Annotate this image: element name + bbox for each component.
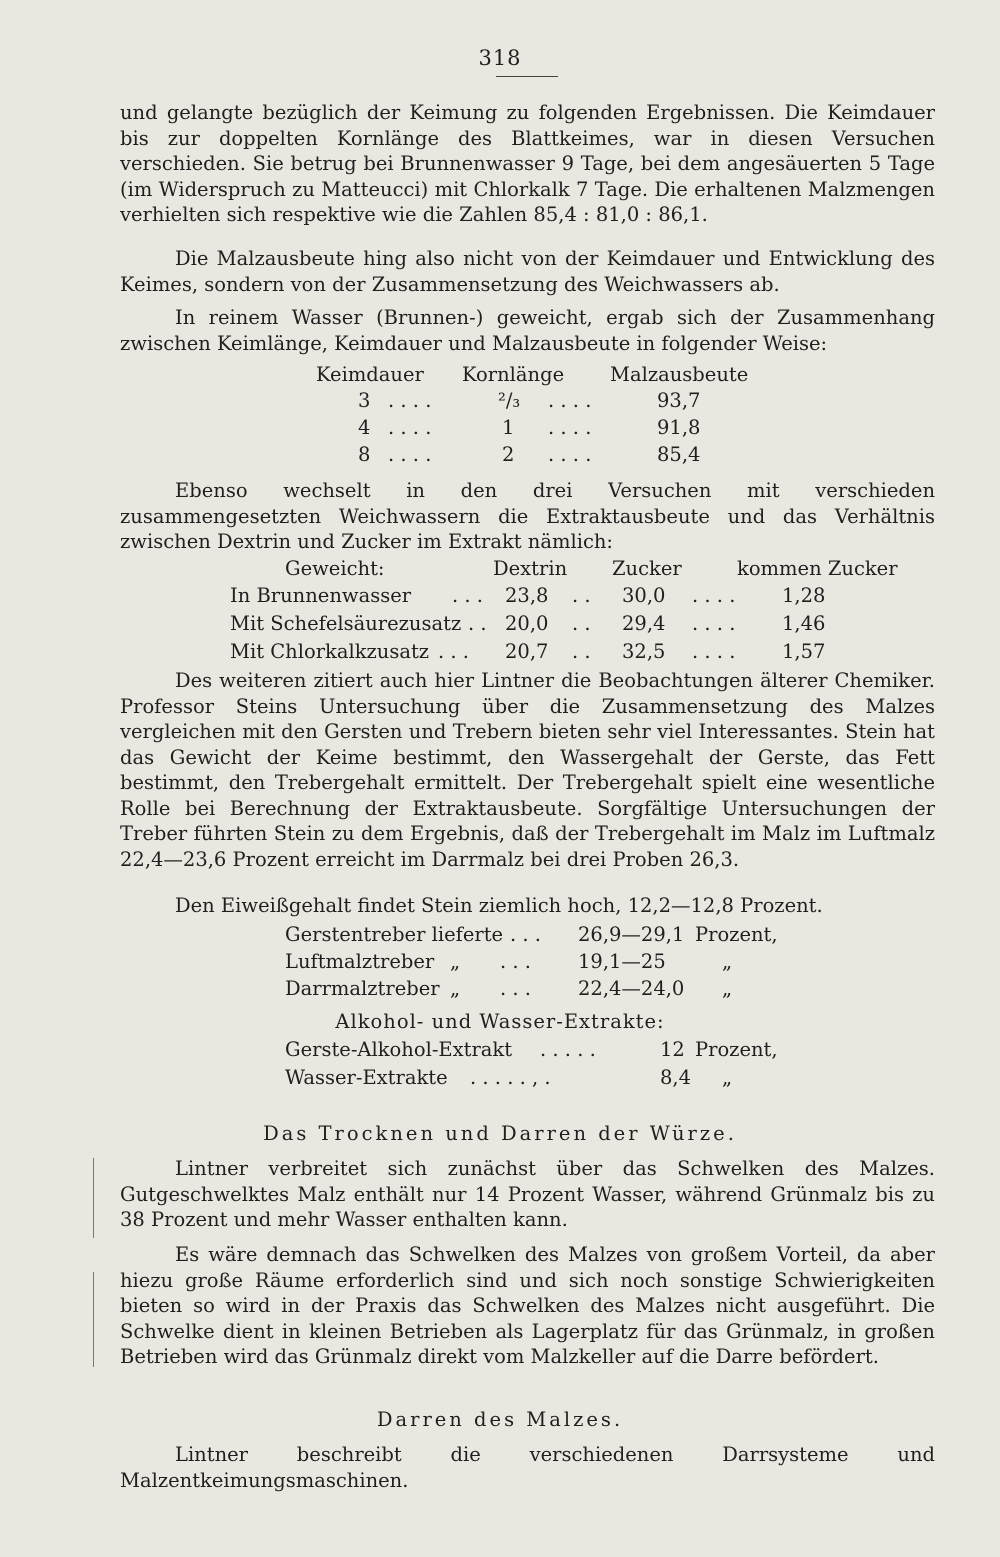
- leader-dots: . . .: [438, 640, 469, 663]
- cell-ratio: 1,46: [782, 612, 826, 635]
- leader-dots: . .: [572, 584, 591, 607]
- cell-value: 26,9—29,1: [578, 923, 685, 946]
- leader-dots: . . .: [510, 923, 541, 946]
- treber-table: [0, 922, 1000, 1006]
- row-label: Mit Chlorkalkzusatz: [230, 640, 430, 663]
- cell-keimdauer: 4: [358, 416, 371, 439]
- extract-subheading: Alkohol- und Wasser-Extrakte:: [335, 1010, 665, 1033]
- leader-dots: . . . .: [548, 416, 592, 439]
- page-number-rule: [496, 76, 558, 77]
- row-label: Gerstentreber lieferte: [285, 923, 504, 946]
- column-header: kommen Zucker: [737, 557, 898, 580]
- column-header: Geweicht:: [285, 557, 385, 580]
- cell-zucker: 32,5: [622, 640, 666, 663]
- cell-unit: Prozent,: [695, 1038, 778, 1061]
- row-label: Luftmalztreber: [285, 950, 435, 973]
- table-header: [0, 556, 1000, 582]
- paragraph-4: Ebenso wechselt in den drei Versuchen mit verschieden zusammengesetzten Weichwassern die Extraktausbeute und das Verhältnis zwischen Dextrin und Zucker im Extrakt nämlich:: [120, 479, 935, 553]
- leader-dots: . .: [572, 640, 591, 663]
- table-row: [0, 415, 1000, 441]
- cell-keimdauer: 3: [358, 389, 371, 412]
- row-label: Darrmalztreber: [285, 977, 440, 1000]
- paragraph-7: Lintner verbreitet sich zunächst über das Schwelken des Malzes. Gutgeschwelktes Malz enthält nur 14 Prozent Wasser, während Grünmalz bis zu 38 Prozent und mehr Wasser enthalten kann.: [120, 1157, 935, 1231]
- cell-value: 22,4—24,0: [578, 977, 685, 1000]
- row-label: Mit Schefelsäurezusatz: [230, 612, 462, 635]
- leader-dots: . . . . .: [540, 1038, 596, 1061]
- leader-dots: . . . .: [692, 612, 736, 635]
- cell-ratio: 1,28: [782, 584, 826, 607]
- row-label: In Brunnenwasser: [230, 584, 412, 607]
- page-number: 318: [478, 46, 522, 70]
- paragraph-8: Es wäre demnach das Schwelken des Malzes von großem Vorteil, da aber hiezu große Räume erforderlich sind und sich noch sonstige Schwierigkeiten bieten so wird in der Praxis das Schwelken des Malzes nicht ausgeführt. Die Schwelke dient in kleinen Betrieben als Lagerplatz für das Grünmalz, in großen Betrieben wird das Grünmalz direkt vom Malzkeller auf die Darre befördert.: [120, 1243, 935, 1368]
- row-label: Gerste-Alkohol-Extrakt: [285, 1038, 513, 1061]
- cell-kornlaenge: 1: [502, 416, 515, 439]
- paragraph-1: und gelangte bezüglich der Keimung zu folgenden Ergebnissen. Die Keimdauer bis zur doppelten Kornlänge des Blattkeimes, war in diesen Versuchen verschieden. Sie betrug bei Brunnenwasser 9 Tage, bei dem angesäuerten 5 Tage (im Widerspruch zu Matteucci) mit Chlorkalk 7 Tage. Die erhaltenen Malzmengen verhielten sich respektive wie die Zahlen 85,4 : 81,0 : 86,1.: [120, 101, 935, 226]
- paragraph-2: Die Malzausbeute hing also nicht von der Keimdauer und Entwicklung des Keimes, sondern von der Zusammensetzung des Weichwassers ab.: [120, 247, 935, 296]
- leader-dots: . . .: [452, 584, 483, 607]
- row-label: Wasser-Extrakte: [285, 1066, 448, 1089]
- extract-table: [0, 1037, 1000, 1093]
- cell-ratio: 1,57: [782, 640, 826, 663]
- cell-zucker: 29,4: [622, 612, 666, 635]
- cell-unit: Prozent,: [695, 923, 778, 946]
- cell-dextrin: 23,8: [505, 584, 549, 607]
- table-row: [0, 611, 1000, 637]
- leader-dots: . . . .: [692, 584, 736, 607]
- leader-dots: . . . .: [388, 389, 432, 412]
- leader-dots: . . .: [500, 950, 531, 973]
- leader-dots: . . . .: [388, 443, 432, 466]
- ditto-mark: „: [722, 950, 733, 973]
- cell-malzausbeute: 91,8: [657, 416, 701, 439]
- leader-dots: . . . .: [548, 443, 592, 466]
- paragraph-9: Lintner beschreibt die verschiedenen Darrsysteme und Malzentkeimungsmaschinen.: [120, 1443, 935, 1492]
- margin-pencil-mark: [93, 1272, 94, 1367]
- extract-ratio-table: [0, 556, 1000, 666]
- leader-dots: . . . .: [692, 640, 736, 663]
- table-row: [0, 949, 1000, 975]
- ditto-mark: „: [450, 977, 461, 1000]
- paragraph-3: In reinem Wasser (Brunnen-) geweicht, ergab sich der Zusammenhang zwischen Keimlänge, Keimdauer und Malzausbeute in folgender Weise:: [120, 306, 935, 355]
- paragraph-6: Den Eiweißgehalt findet Stein ziemlich hoch, 12,2—12,8 Prozent.: [175, 894, 823, 917]
- column-header: Keimdauer: [316, 363, 424, 386]
- cell-kornlaenge: ²/₃: [498, 389, 521, 412]
- ditto-mark: „: [450, 950, 461, 973]
- cell-value: 19,1—25: [578, 950, 666, 973]
- table-row: [0, 1037, 1000, 1063]
- table-row: [0, 1065, 1000, 1091]
- table-header: [0, 362, 1000, 388]
- leader-dots: . .: [468, 612, 487, 635]
- table-row: [0, 922, 1000, 948]
- section-heading-darren: Darren des Malzes.: [376, 1408, 624, 1431]
- ditto-mark: „: [722, 977, 733, 1000]
- leader-dots: . .: [572, 612, 591, 635]
- cell-dextrin: 20,0: [505, 612, 549, 635]
- table-row: [0, 442, 1000, 468]
- column-header: Malzausbeute: [610, 363, 749, 386]
- leader-dots: . . . .: [548, 389, 592, 412]
- leader-dots: . . .: [500, 977, 531, 1000]
- germination-table: [0, 362, 1000, 472]
- cell-dextrin: 20,7: [505, 640, 549, 663]
- cell-malzausbeute: 85,4: [657, 443, 701, 466]
- paragraph-5: Des weiteren zitiert auch hier Lintner die Beobachtungen älterer Chemiker. Professor Steins Untersuchung über die Zusammensetzung des Malzes vergleichen mit den Gersten und Trebern bieten sehr viel Interessantes. Stein hat das Gewicht der Keime bestimmt, den Wassergehalt der Gerste, das Fett bestimmt, den Trebergehalt ermittelt. Der Trebergehalt spielt eine wesentliche Rolle bei Berechnung der Extraktausbeute. Sorgfältige Untersuchungen der Treber führten Stein zu dem Ergebnis, daß der Trebergehalt im Malz im Luftmalz 22,4—23,6 Prozent erreicht im Darrmalz bei drei Proben 26,3.: [120, 669, 935, 871]
- table-row: [0, 976, 1000, 1002]
- cell-kornlaenge: 2: [502, 443, 515, 466]
- section-heading-trocknen: Das Trocknen und Darren der Würze.: [263, 1122, 737, 1145]
- cell-malzausbeute: 93,7: [657, 389, 701, 412]
- margin-pencil-mark: [93, 1158, 94, 1238]
- leader-dots: . . . . . , .: [470, 1066, 551, 1089]
- column-header: Dextrin: [493, 557, 568, 580]
- cell-value: 8,4: [660, 1066, 692, 1089]
- column-header: Kornlänge: [462, 363, 565, 386]
- cell-zucker: 30,0: [622, 584, 666, 607]
- table-row: [0, 583, 1000, 609]
- cell-value: 12: [660, 1038, 685, 1061]
- table-row: [0, 388, 1000, 414]
- leader-dots: . . . .: [388, 416, 432, 439]
- table-row: [0, 639, 1000, 665]
- cell-keimdauer: 8: [358, 443, 371, 466]
- column-header: Zucker: [612, 557, 682, 580]
- ditto-mark: „: [722, 1066, 733, 1089]
